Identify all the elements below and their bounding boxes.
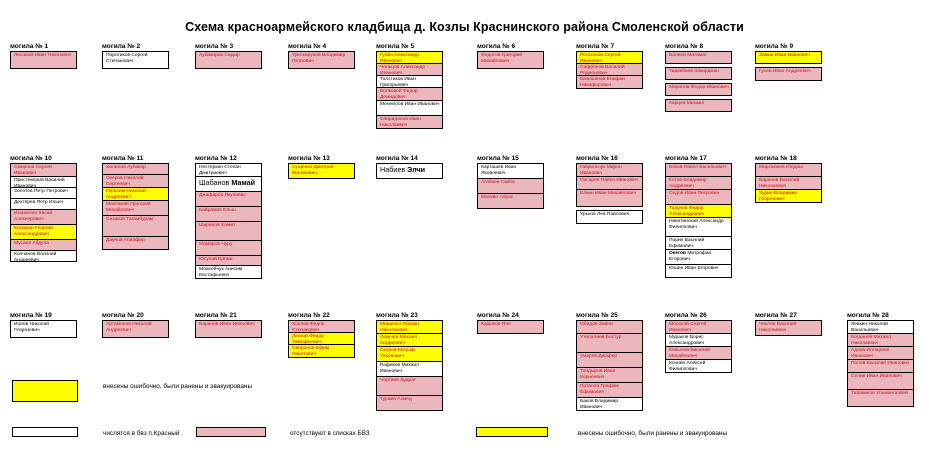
name-cell xyxy=(288,344,355,358)
name-cell xyxy=(576,176,643,190)
name-cell xyxy=(195,51,262,69)
name-cell xyxy=(195,221,262,241)
person-name: Колчанов Василий Андреевич xyxy=(14,252,57,262)
name-cell xyxy=(665,204,732,218)
legend-text-yellow-left: внесены ошибочно, были ранены и эвакуированы xyxy=(103,383,253,390)
name-cell xyxy=(755,163,822,177)
grave-label: могила № 15 xyxy=(477,155,519,162)
legend-swatch-yellow-right xyxy=(476,427,548,437)
name-cell xyxy=(102,320,169,338)
name-cell xyxy=(102,215,169,237)
name-cell xyxy=(102,200,169,216)
person-name: Бяков Павел Васильевич xyxy=(669,165,727,170)
page-title: Схема красноармейского кладбища д. Козлы Краснинского района Смоленской области xyxy=(185,20,744,34)
name-cell xyxy=(10,224,77,240)
person-name: Пристемский Василий Иванович xyxy=(14,178,65,188)
person-name: Трескорунов Владимир Петрович xyxy=(292,53,346,64)
name-cell xyxy=(576,320,643,334)
grave-label: могила № 2 xyxy=(102,43,141,50)
name-cell xyxy=(477,320,544,334)
grave-26 xyxy=(665,312,732,373)
person-name: Гусев Иван Андреевич xyxy=(759,69,811,74)
grave-label: могила № 3 xyxy=(195,43,234,50)
person-name: Шабанов xyxy=(199,178,230,187)
grave-label: могила № 19 xyxy=(10,312,52,319)
name-cell xyxy=(376,87,443,101)
name-cell xyxy=(755,51,822,64)
name-cell xyxy=(195,320,262,338)
legend-text-pink: отсутствуют в списках БВЗ xyxy=(290,430,370,437)
name-cell xyxy=(10,250,77,262)
person-name: Карцев Михаил xyxy=(669,101,705,106)
person-name: Гаврильчук Мирон Иванович xyxy=(580,165,622,176)
person-name: Сущенко Дмитрий Матвеевич xyxy=(292,165,334,176)
grave-label: могила № 16 xyxy=(576,155,618,162)
grave-label: могила № 17 xyxy=(665,155,707,162)
person-name: Чельцов Александр Иванович xyxy=(380,65,426,76)
person-name: Джафаров Якуливас xyxy=(199,193,246,198)
person-name: Хохлов Федор Степанович xyxy=(292,322,325,333)
person-name: Артамонов Николай Андреевич xyxy=(106,322,152,333)
grave-label: могила № 7 xyxy=(576,43,615,50)
name-cell xyxy=(102,51,169,69)
legend-text-yellow-right: внесены ошибочно, были ранены и эвакуированы xyxy=(578,430,728,437)
name-cell xyxy=(376,100,443,116)
grave-label: могила № 18 xyxy=(755,155,797,162)
person-name: Балиев Матамат xyxy=(669,53,708,58)
person-name: Косицын Георгий Александрович xyxy=(14,226,53,237)
name-cell xyxy=(195,240,262,256)
name-cell xyxy=(665,359,732,373)
grave-label: могила № 13 xyxy=(288,155,330,162)
name-cell xyxy=(665,264,732,278)
grave-label: могила № 28 xyxy=(847,312,889,319)
grave-label: могила № 12 xyxy=(195,155,237,162)
grave-label: могила № 26 xyxy=(665,312,707,319)
grave-6 xyxy=(477,43,544,69)
name-cell xyxy=(10,163,77,177)
person-name: Набиев xyxy=(380,165,406,174)
name-cell xyxy=(195,163,262,177)
person-name: Елкин Иван Михайлович xyxy=(580,191,637,196)
person-name: Богданов Михаил Николаевич xyxy=(851,335,891,346)
grave-16 xyxy=(576,155,643,224)
person-name: Нестеркин Степан Дмитриевич xyxy=(199,165,241,176)
person-name: Тураев Ахмед xyxy=(380,397,412,402)
person-name: Озеров Николай Сергеевич xyxy=(106,176,144,187)
person-name: Порин Василий Ефимович xyxy=(669,238,705,249)
name-cell xyxy=(576,367,643,383)
grave-label: могила № 21 xyxy=(195,312,237,319)
name-cell xyxy=(195,206,262,222)
name-cell xyxy=(195,191,262,207)
grave-28 xyxy=(847,312,914,407)
person-name: Байрамов Ельш xyxy=(199,208,236,213)
person-name: Левкин Николай Васильевич xyxy=(851,322,888,333)
grave-label: могила № 6 xyxy=(477,43,516,50)
name-cell xyxy=(665,163,732,177)
name-cell xyxy=(195,176,262,192)
grave-17 xyxy=(665,155,732,278)
person-name: Лякучев Михаил Андреевич xyxy=(380,335,418,346)
person-name: Рогозянов Сергей Иванович xyxy=(580,53,621,64)
person-name: Копылов Василий Михайлович xyxy=(669,348,710,359)
name-cell xyxy=(576,382,643,398)
person-name: Баранов Василий Николаевич xyxy=(759,178,800,189)
person-name: Никитинский Александр Филиппович xyxy=(669,219,724,230)
grave-12 xyxy=(195,155,262,279)
legend-text-white: числятся в бвз п.Красный xyxy=(103,430,180,437)
name-cell xyxy=(665,83,732,96)
grave-8 xyxy=(665,43,732,112)
name-cell xyxy=(755,189,822,203)
person-name: Юсупов Ергаш xyxy=(199,257,233,262)
person-name: Писарев Павел Иванович xyxy=(580,178,639,183)
name-cell xyxy=(376,395,443,411)
person-name: Обидов Зайни xyxy=(580,322,613,327)
person-name: Селин Иван Иванович xyxy=(851,374,902,379)
person-name: Мураков Борис Александрович xyxy=(669,335,705,346)
grave-label: могила № 1 xyxy=(10,43,49,50)
name-cell xyxy=(10,320,77,338)
person-name: Зудин Владимир Георгиевич xyxy=(759,191,798,202)
name-cell xyxy=(665,236,732,250)
legend-swatch-white xyxy=(12,427,78,437)
person-name: Халилов Аубакир xyxy=(106,165,146,170)
grave-label: могила № 9 xyxy=(755,43,794,50)
person-name: Золотов Петр Петрович xyxy=(14,189,68,194)
person-name: Менейлов Иван Иванович xyxy=(380,102,440,107)
name-cell xyxy=(195,265,262,279)
name-cell xyxy=(847,389,914,407)
grave-2 xyxy=(102,43,169,69)
name-cell xyxy=(665,333,732,347)
name-cell xyxy=(665,176,732,190)
name-cell xyxy=(665,320,732,334)
name-cell xyxy=(665,249,732,265)
person-name: Окегов xyxy=(669,251,686,256)
person-name: Тадкибаев Закирджан xyxy=(669,69,719,74)
grave-23 xyxy=(376,312,443,411)
person-name: Утепалиев Бостур xyxy=(580,335,622,340)
grave-label: могила № 24 xyxy=(477,312,519,319)
grave-label: могила № 14 xyxy=(376,155,418,162)
person-name: Седов Иван Петрович xyxy=(669,191,720,196)
person-name-part: Митрофан xyxy=(687,251,712,256)
person-name: Герасим Николай Андреевич xyxy=(106,189,146,200)
name-cell xyxy=(477,178,544,194)
person-name: Мусаев Абдула xyxy=(14,241,49,246)
person-name: Попов Василий Иванович xyxy=(851,361,910,366)
grave-9 xyxy=(755,43,822,81)
person-name: Умаров Джафер xyxy=(580,354,618,359)
person-name: Даунов Апилфир xyxy=(106,238,145,243)
name-cell xyxy=(665,189,732,205)
name-cell xyxy=(10,209,77,225)
grave-24 xyxy=(477,312,544,334)
person-name: Мамаров Нуру xyxy=(199,242,233,247)
grave-label: могила № 4 xyxy=(288,43,327,50)
person-name: Федотов Григорий Михайлович xyxy=(481,53,523,64)
person-name: Смирнов Сергей Иванович xyxy=(14,165,52,176)
legend-swatch-yellow-left xyxy=(12,380,78,402)
person-name: Емельянов Елифан Никифорович xyxy=(580,77,625,88)
name-cell xyxy=(755,176,822,190)
grave-11 xyxy=(102,155,169,250)
name-cell xyxy=(576,75,643,89)
person-name: Кадыков Яне xyxy=(481,322,511,327)
person-name: Потапов Трофим Ефимович xyxy=(580,384,619,395)
grave-22 xyxy=(288,312,355,358)
grave-15 xyxy=(477,155,544,209)
person-name: Мелкин Апрас xyxy=(481,195,514,200)
name-cell xyxy=(102,187,169,201)
name-cell xyxy=(847,346,914,360)
grave-3 xyxy=(195,43,262,69)
person-name: Исмаилов Хасай Алескерович xyxy=(14,211,53,222)
person-name: Юшин Иван Егорович xyxy=(669,266,719,271)
name-cell xyxy=(665,51,732,64)
person-name-part: Егорович xyxy=(669,256,690,262)
name-cell xyxy=(576,163,643,177)
person-name: Миронов Федор Иванович xyxy=(669,85,729,90)
person-name: Скоров Евграф Тихонович xyxy=(380,348,415,359)
person-name: Толстиков Иван Григорьевич xyxy=(380,77,416,88)
grave-5 xyxy=(376,43,443,129)
person-name: Адаев Илларион Иванович xyxy=(851,348,890,359)
name-cell xyxy=(665,99,732,112)
grave-18 xyxy=(755,155,822,203)
person-name: Толунов Федор Александрович xyxy=(669,206,705,217)
legend-swatch-pink xyxy=(196,427,266,437)
person-name: Аубакиров Садыр xyxy=(199,53,240,58)
name-cell xyxy=(576,189,643,207)
name-cell xyxy=(755,67,822,81)
name-cell xyxy=(665,346,732,360)
person-name: Табакинов Ульмангазбей xyxy=(851,391,908,396)
name-cell xyxy=(376,346,443,362)
person-name: Максимов Григорий Михайлович xyxy=(106,202,151,213)
grave-label: могила № 23 xyxy=(376,312,418,319)
person-name: Агабаев Гамба xyxy=(481,180,515,185)
person-name: Чеклов Василий Николаевич xyxy=(759,322,797,333)
person-name: Урьков Лев Павлович xyxy=(580,212,630,217)
name-cell xyxy=(376,376,443,396)
person-name: Тондыров Иван Корнеевич xyxy=(580,369,616,380)
person-name: Карташев Иван Яковлевич xyxy=(481,165,517,176)
person-name: Мирсалиев Юлдаш xyxy=(759,165,804,170)
grave-label: могила № 10 xyxy=(10,155,52,162)
person-name: Ширипов Хамит xyxy=(199,223,236,228)
person-name: Ионов Николай Георгиевич xyxy=(14,322,49,333)
person-name: Сазиков Тагамбурам xyxy=(106,217,154,222)
name-cell xyxy=(288,163,355,179)
grave-label: могила № 8 xyxy=(665,43,704,50)
name-cell xyxy=(376,361,443,377)
grave-25 xyxy=(576,312,643,411)
person-name: Спиридонов Иван Николаевич xyxy=(380,117,421,128)
name-cell xyxy=(755,320,822,336)
name-cell xyxy=(10,51,77,69)
grave-4 xyxy=(288,43,355,69)
person-name: Дехтярев Петр Ильич xyxy=(14,200,64,205)
name-cell xyxy=(847,333,914,347)
person-name: Лисовой Иван Тихонович xyxy=(14,53,72,58)
name-cell xyxy=(665,217,732,237)
name-cell xyxy=(847,372,914,390)
name-cell xyxy=(102,174,169,188)
person-name: Лисков Федор Тимофеевич xyxy=(292,334,324,345)
name-cell xyxy=(376,333,443,347)
name-cell xyxy=(477,193,544,209)
name-cell xyxy=(288,51,355,69)
person-name: Кочнев Алексей Филиппович xyxy=(669,361,706,372)
grave-27 xyxy=(755,312,822,336)
grave-label: могила № 25 xyxy=(576,312,618,319)
person-name: Сафронов Василий Родионович xyxy=(580,65,625,76)
grave-1 xyxy=(10,43,77,69)
name-cell xyxy=(376,163,443,179)
name-cell xyxy=(576,397,643,411)
name-cell xyxy=(847,359,914,373)
person-name: Чертаев Худрат xyxy=(380,378,417,383)
name-cell xyxy=(576,352,643,368)
person-name: Молоков Сергей Иванович xyxy=(669,322,707,333)
person-name: Зимин Иван Иванович xyxy=(759,53,810,58)
grave-label: могила № 22 xyxy=(288,312,330,319)
grave-7 xyxy=(576,43,643,89)
person-name-bold: Элчи xyxy=(407,165,426,174)
person-name: Поротиков Сергей Степанович xyxy=(106,53,148,64)
person-name: Рафиков Михаил Иванович xyxy=(380,363,419,374)
grave-19 xyxy=(10,312,77,338)
person-name: Волковой Федор Демидович xyxy=(380,89,418,100)
grave-label: могила № 20 xyxy=(102,312,144,319)
grave-label: могила № 27 xyxy=(755,312,797,319)
name-cell xyxy=(376,115,443,129)
name-cell xyxy=(847,320,914,334)
person-name: Баранов Иван Иванович xyxy=(199,322,255,327)
name-cell xyxy=(665,67,732,80)
grave-14 xyxy=(376,155,443,179)
person-name: Губин Александр Иванович xyxy=(380,53,419,64)
person-name: Мищенко Герман Николаевич xyxy=(380,322,420,333)
person-name: Сапронов Ефим Никитович xyxy=(292,346,330,357)
grave-10 xyxy=(10,155,77,262)
grave-21 xyxy=(195,312,262,338)
person-name-bold: Мамай xyxy=(231,178,256,187)
grave-20 xyxy=(102,312,169,338)
grave-13 xyxy=(288,155,355,179)
name-cell xyxy=(576,210,643,224)
person-name: Котов Владимир Андреевич xyxy=(669,178,707,189)
person-name: Баков Владимир Иванович xyxy=(580,399,619,410)
name-cell xyxy=(477,163,544,179)
name-cell xyxy=(477,51,544,69)
name-cell xyxy=(376,320,443,334)
name-cell xyxy=(102,236,169,250)
person-name: Моисейчук Анисим Евстафьевич xyxy=(199,267,243,278)
grave-label: могила № 5 xyxy=(376,43,415,50)
grave-label: могила № 11 xyxy=(102,155,144,162)
name-cell xyxy=(576,333,643,353)
